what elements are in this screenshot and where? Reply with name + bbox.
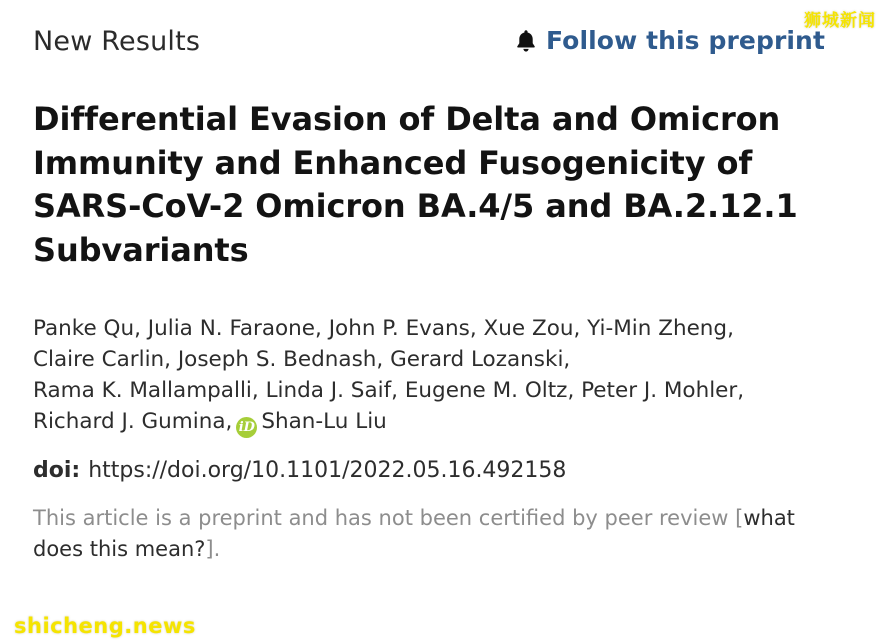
title-line-3: SARS-CoV-2 Omicron BA.4/5 and BA.2.12.1 [33,187,798,226]
author-line: Rama K. Mallampalli, Linda J. Saif, Eugene M. Oltz, Peter J. Mohler, [33,377,745,403]
author-list [33,314,833,438]
doi-link[interactable]: https://doi.org/10.1101/2022.05.16.492158 [88,457,567,483]
what-does-this-mean-link[interactable]: what does this mean? [33,505,795,562]
disclaimer-text-pre: This article is a preprint and has not been certified by peer review [ [33,505,744,530]
disclaimer-text-post: ]. [205,537,221,562]
title-line-4: Subvariants [33,230,249,269]
preprint-disclaimer [33,503,833,566]
author-line: Claire Carlin, Joseph S. Bednash, Gerard Lozanski, [33,347,571,373]
title-line-1: Differential Evasion of Delta and Omicron [33,100,781,138]
section-label: New Results [33,26,201,57]
bell-icon [515,29,537,53]
orcid-icon[interactable]: iD [236,417,257,438]
author-line-last [33,407,833,438]
watermark-bottom-left: shicheng.news [14,614,196,638]
doi-row [33,458,849,483]
title-line-2: Immunity and Enhanced Fusogenicity of [33,143,753,182]
header-row [33,0,849,76]
article-content [33,0,849,566]
author-line-last-post: Shan-Lu Liu [261,408,387,434]
page-left-edge [0,0,8,644]
follow-preprint-label: Follow this preprint [546,26,825,55]
follow-preprint-button[interactable] [515,26,825,55]
author-line: Panke Qu, Julia N. Faraone, John P. Evans, Xue Zou, Yi-Min Zheng, [33,316,734,342]
page-title [33,98,833,272]
watermark-top-right: 狮城新闻 [804,11,876,31]
doi-label: doi: [33,457,81,483]
author-line-last-pre: Richard J. Gumina, [33,408,233,434]
